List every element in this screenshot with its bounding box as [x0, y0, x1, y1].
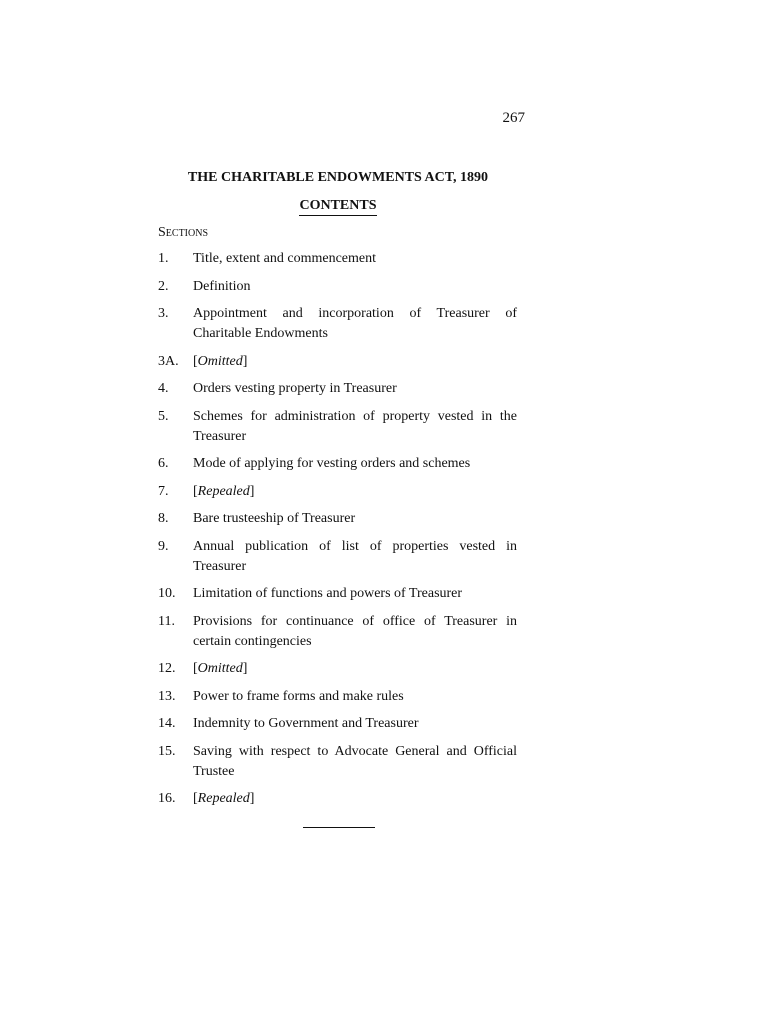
section-number: 1.	[158, 251, 169, 266]
section-title: Limitation of functions and powers of Treasurer	[193, 586, 463, 601]
contents-heading	[160, 198, 516, 216]
toc-item	[158, 482, 517, 502]
toc-item	[158, 714, 517, 734]
section-title: Definition	[193, 278, 251, 294]
section-title: [Omitted]	[193, 353, 248, 369]
section-number: 7.	[158, 483, 169, 499]
section-number: 2.	[158, 278, 169, 294]
toc-item	[158, 659, 517, 679]
page-number: 267	[502, 110, 525, 126]
section-number: 9.	[158, 538, 169, 554]
toc-item	[158, 379, 517, 399]
section-title: Indemnity to Government and Treasurer	[193, 716, 419, 731]
section-number: 3A.	[158, 353, 179, 369]
section-number: 14.	[158, 716, 176, 731]
section-number: 3.	[158, 306, 169, 321]
section-title: Power to frame forms and make rules	[193, 688, 404, 704]
toc-item	[158, 789, 517, 809]
section-number: 11.	[158, 613, 175, 629]
table-of-contents	[158, 249, 517, 817]
section-number: 16.	[158, 791, 176, 806]
toc-item	[158, 612, 517, 652]
toc-item	[158, 742, 517, 782]
section-title: [Repealed]	[193, 791, 255, 806]
toc-item	[158, 407, 517, 447]
contents-heading-text: CONTENTS	[299, 198, 376, 216]
section-title: [Omitted]	[193, 661, 248, 676]
toc-item	[158, 304, 517, 344]
toc-item	[158, 277, 517, 297]
section-title: Saving with respect to Advocate General and Official Trustee	[193, 743, 517, 779]
section-number: 15.	[158, 743, 176, 759]
section-number: 8.	[158, 511, 169, 526]
toc-item	[158, 687, 517, 707]
end-rule-divider	[303, 827, 375, 828]
toc-item	[158, 537, 517, 577]
section-title: Orders vesting property in Treasurer	[193, 381, 397, 396]
section-title: Annual publication of list of properties vested in Treasurer	[193, 538, 517, 574]
section-title: Mode of applying for vesting orders and schemes	[193, 456, 471, 471]
section-number: 5.	[158, 408, 169, 424]
section-title: [Repealed]	[193, 483, 255, 499]
section-title: Schemes for administration of property vested in the Treasurer	[193, 408, 517, 444]
section-number: 4.	[158, 381, 169, 396]
act-title: THE CHARITABLE ENDOWMENTS ACT, 1890	[187, 170, 489, 185]
section-title: Provisions for continuance of office of Treasurer in certain contingencies	[193, 613, 517, 649]
section-number: 10.	[158, 586, 176, 601]
section-title: Appointment and incorporation of Treasurer of Charitable Endowments	[193, 306, 517, 341]
toc-item	[158, 509, 517, 529]
section-title: Title, extent and commencement	[193, 251, 376, 266]
toc-item	[158, 584, 517, 604]
toc-item	[158, 352, 517, 372]
toc-item	[158, 454, 517, 474]
section-number: 12.	[158, 661, 176, 676]
section-number: 13.	[158, 688, 176, 704]
toc-item	[158, 249, 517, 269]
sections-label: Sections	[158, 225, 209, 240]
section-title: Bare trusteeship of Treasurer	[193, 511, 356, 526]
section-number: 6.	[158, 456, 169, 471]
